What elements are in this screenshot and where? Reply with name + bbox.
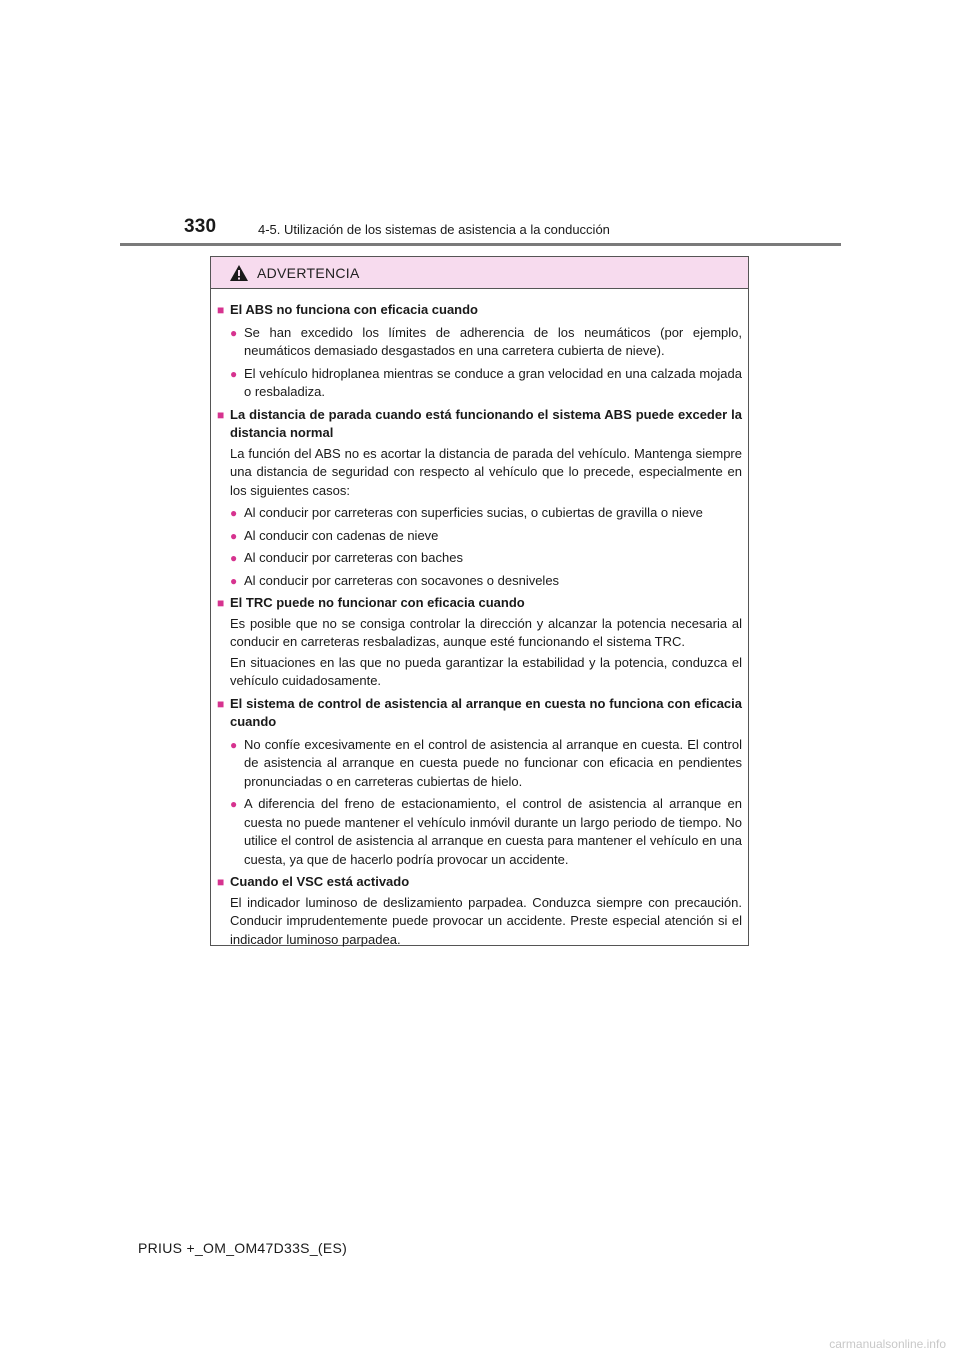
square-bullet-icon: ■ <box>217 596 225 610</box>
list-item: ● El vehículo hidroplanea mientras se conduce a gran velocidad en una calzada mojada o resbaladiza. <box>217 365 742 402</box>
circle-bullet-icon: ● <box>230 551 238 565</box>
circle-bullet-icon: ● <box>230 573 238 588</box>
list-item: ● No confíe excesivamente en el control de asistencia al arranque en cuesta. El control de asistencia al arranque en cuesta puede no funcionar con eficacia en pendientes pronunciadas o en carreteras cubiertas de hielo. <box>217 736 742 792</box>
square-bullet-icon: ■ <box>217 875 225 889</box>
warning-box <box>210 256 749 946</box>
paragraph: El indicador luminoso de deslizamiento parpadea. Conduzca siempre con precaución. Conducir imprudentemente puede provocar un accidente. Preste especial atención si el indicador luminoso parpadea. <box>230 894 742 947</box>
item-title: ■ El ABS no funciona con eficacia cuando <box>217 301 742 320</box>
item-title: ■ El sistema de control de asistencia al arranque en cuesta no funciona con eficacia cuando <box>217 695 742 732</box>
list-item: ● Al conducir por carreteras con superficies sucias, o cubiertas de gravilla o nieve <box>217 504 742 523</box>
warning-label: ADVERTENCIA <box>257 264 360 281</box>
list-item: ● Al conducir con cadenas de nieve <box>217 527 742 546</box>
list-item: ● A diferencia del freno de estacionamiento, el control de asistencia al arranque en cuesta no puede mantener el vehículo inmóvil durante un largo periodo de tiempo. No utilice el control de asistencia al arranque en cuesta para mantener el vehículo en una cuesta, ya que de hacerlo podría provocar un accidente. <box>217 795 742 869</box>
paragraph: Es posible que no se consiga controlar la dirección y alcanzar la potencia necesaria al conducir en carreteras resbaladizas, aunque esté funcionando el sistema TRC. <box>230 615 742 649</box>
warning-header <box>211 257 748 289</box>
list-item: ● Al conducir por carreteras con socavones o desniveles <box>217 572 742 591</box>
item-title: ■ El TRC puede no funcionar con eficacia cuando <box>217 594 742 613</box>
item-title: ■ Cuando el VSC está activado <box>217 873 742 892</box>
circle-bullet-icon: ● <box>230 325 238 340</box>
paragraph: La función del ABS no es acortar la distancia de parada del vehículo. Mantenga siempre una distancia de seguridad con respecto al vehículo que lo precede, especialmente en los siguientes casos: <box>230 445 742 498</box>
square-bullet-icon: ■ <box>217 696 225 711</box>
square-bullet-icon: ■ <box>217 303 225 317</box>
warning-body <box>211 289 748 949</box>
circle-bullet-icon: ● <box>230 797 238 811</box>
circle-bullet-icon: ● <box>230 528 238 543</box>
circle-bullet-icon: ● <box>230 366 238 381</box>
square-bullet-icon: ■ <box>217 407 225 422</box>
header-divider <box>120 243 841 246</box>
paragraph: En situaciones en las que no pueda garantizar la estabilidad y la potencia, conduzca el vehículo cuidadosamente. <box>230 654 742 688</box>
list-item: ● Se han excedido los límites de adherencia de los neumáticos (por ejemplo, neumáticos demasiado desgastados en una carretera cubierta de nieve). <box>217 324 742 361</box>
circle-bullet-icon: ● <box>230 506 238 520</box>
watermark: carmanualsonline.info <box>829 1337 946 1351</box>
list-item: ● Al conducir por carreteras con baches <box>217 549 742 568</box>
circle-bullet-icon: ● <box>230 737 238 752</box>
page-number: 330 <box>184 216 217 237</box>
section-title: 4-5. Utilización de los sistemas de asistencia a la conducción <box>258 222 610 237</box>
document-code: PRIUS +_OM_OM47D33S_(ES) <box>138 1240 348 1256</box>
item-title: ■ La distancia de parada cuando está funcionando el sistema ABS puede exceder la distancia normal <box>217 406 742 443</box>
warning-triangle-icon <box>229 264 249 282</box>
